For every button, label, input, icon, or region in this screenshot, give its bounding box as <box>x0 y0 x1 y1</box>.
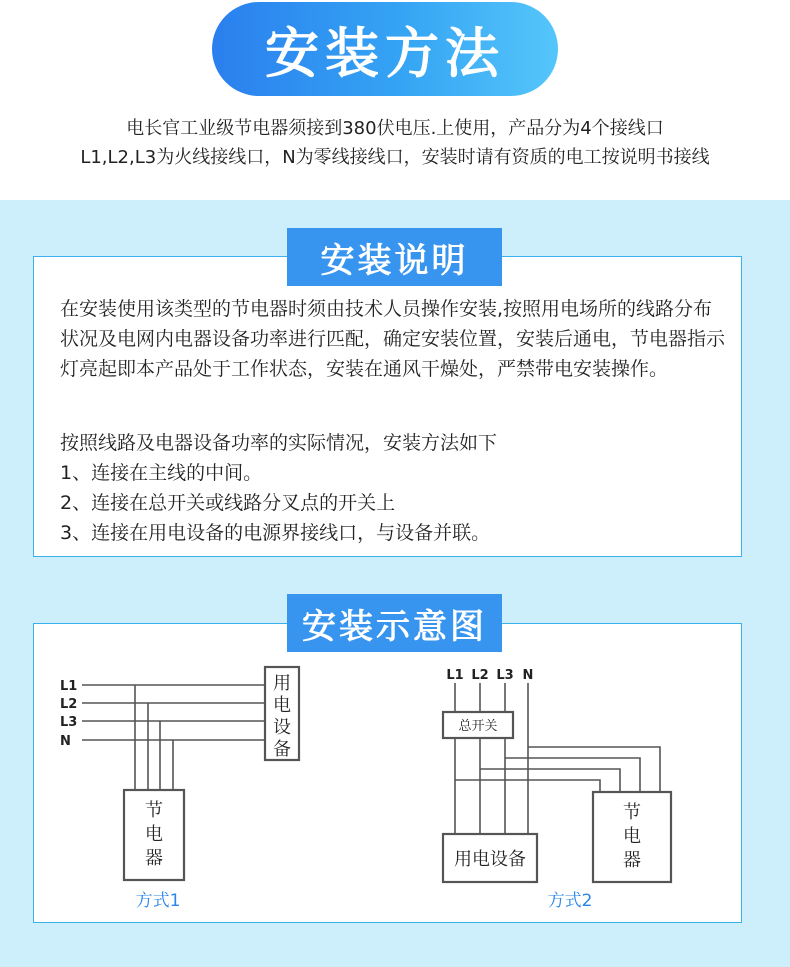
m1-label-l1: L1 <box>60 679 78 694</box>
m2-device-label: 用电设备 <box>454 849 526 870</box>
diagram-title: 安装示意图 <box>287 594 502 652</box>
m1-device-char-4: 备 <box>273 739 291 760</box>
instructions-title: 安装说明 <box>287 228 502 286</box>
m1-saver-char-3: 器 <box>145 848 163 869</box>
m2-saver-char-2: 电 <box>623 826 641 847</box>
m1-caption: 方式1 <box>135 891 181 911</box>
m1-label-n: N <box>60 734 71 749</box>
m2-label-l1: L1 <box>446 668 464 683</box>
intro-line-2: L1,L2,L3为火线接线口，N为零线接线口，安装时请有资质的电工按说明书接线 <box>80 147 710 168</box>
m2-switch-label: 总开关 <box>458 719 498 734</box>
m2-saver-char-3: 器 <box>623 850 641 871</box>
m1-device-char-2: 电 <box>273 695 291 716</box>
m2-label-l2: L2 <box>471 668 489 683</box>
method-item-3: 3、连接在用电设备的电源界接线口，与设备并联。 <box>60 522 491 544</box>
m1-saver-char-2: 电 <box>145 824 163 845</box>
method1-diagram <box>82 667 299 880</box>
m2-saver-char-1: 节 <box>623 802 641 823</box>
m1-saver-char-1: 节 <box>145 800 163 821</box>
page-title: 安装方法 <box>212 2 558 96</box>
intro-line-1: 电长官工业级节电器须接到380伏电压.上使用，产品分为4个接线口 <box>126 118 664 139</box>
m1-device-char-1: 用 <box>273 673 291 694</box>
m2-caption: 方式2 <box>547 891 593 911</box>
m2-label-l3: L3 <box>496 668 514 683</box>
m1-label-l2: L2 <box>60 697 78 712</box>
m1-device-char-3: 设 <box>273 717 291 738</box>
method-item-2: 2、连接在总开关或线路分叉点的开关上 <box>60 492 396 514</box>
methods-intro: 按照线路及电器设备功率的实际情况，安装方法如下 <box>60 432 498 454</box>
m2-label-n: N <box>522 668 534 683</box>
instructions-paragraph: 在安装使用该类型的节电器时须由技术人员操作安装,按照用电场所的线路分布状况及电网内电器设备功率进行匹配，确定安装位置，安装后通电，节电器指示灯亮起即本产品处于工作状态，安装在通风干燥处，严禁带电安装操作。 <box>60 298 726 380</box>
method-item-1: 1、连接在主线的中间。 <box>60 462 263 484</box>
m1-label-l3: L3 <box>60 715 78 730</box>
